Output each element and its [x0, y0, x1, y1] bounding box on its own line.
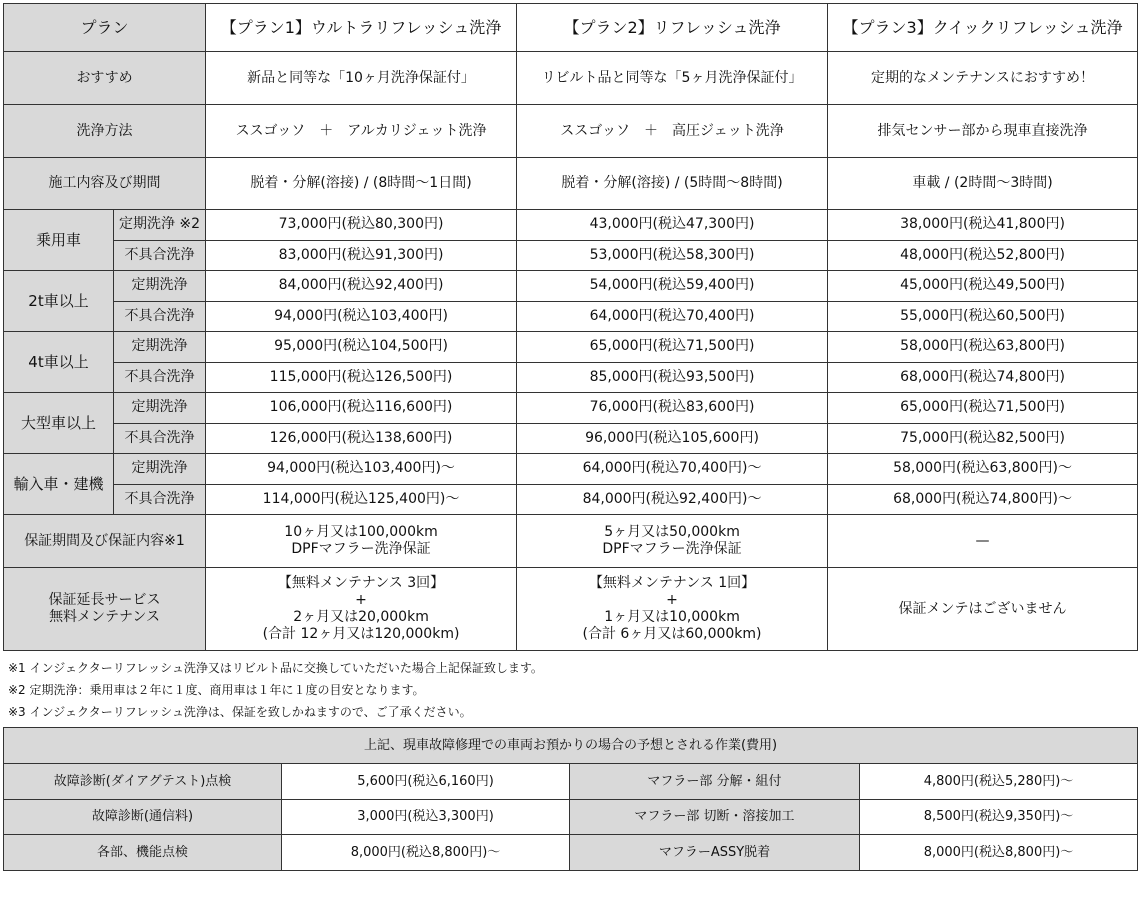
price-cell-plan-2: 76,000円(税込83,600円) — [517, 393, 828, 424]
wash-type-label: 定期洗浄 — [114, 393, 206, 424]
wash-type-label: 不具合洗浄 — [114, 240, 206, 271]
vehicle-class-label: 2t車以上 — [4, 271, 114, 332]
method-plan-2: ススゴッソ ＋ 高圧ジェット洗浄 — [517, 105, 828, 158]
footnote-1: ※1 インジェクターリフレッシュ洗浄又はリビルト品に交換していただいた場合上記保証致します。 — [8, 661, 543, 675]
recommend-label: おすすめ — [4, 52, 206, 105]
method-plan-1: ススゴッソ ＋ アルカリジェット洗浄 — [206, 105, 517, 158]
plan-price-table — [3, 3, 1138, 651]
extension-row — [4, 568, 1138, 651]
price-cell-plan-2: 96,000円(税込105,600円) — [517, 423, 828, 454]
footnotes — [8, 657, 543, 723]
price-cell-plan-1: 94,000円(税込103,400円)〜 — [206, 454, 517, 485]
price-cell-plan-3: 58,000円(税込63,800円) — [828, 332, 1138, 363]
wash-type-label: 定期洗浄 — [114, 454, 206, 485]
price-cell-plan-2: 53,000円(税込58,300円) — [517, 240, 828, 271]
price-row — [4, 423, 1138, 454]
price-cell-plan-1: 126,000円(税込138,600円) — [206, 423, 517, 454]
repair-cost-table — [3, 727, 1138, 871]
price-cell-plan-1: 114,000円(税込125,400円)〜 — [206, 484, 517, 515]
price-cell-plan-3: 68,000円(税込74,800円) — [828, 362, 1138, 393]
price-row — [4, 210, 1138, 241]
price-cell-plan-3: 55,000円(税込60,500円) — [828, 301, 1138, 332]
repair-cost-row — [4, 800, 1138, 835]
wash-type-label: 不具合洗浄 — [114, 301, 206, 332]
price-cell-plan-1: 106,000円(税込116,600円) — [206, 393, 517, 424]
price-cell-plan-3: 65,000円(税込71,500円) — [828, 393, 1138, 424]
price-cell-plan-2: 64,000円(税込70,400円) — [517, 301, 828, 332]
wash-type-label: 定期洗浄 — [114, 271, 206, 302]
price-cell-plan-1: 95,000円(税込104,500円) — [206, 332, 517, 363]
work-plan-1: 脱着・分解(溶接) / (8時間〜1日間) — [206, 158, 517, 210]
price-cell-plan-3: 68,000円(税込74,800円)〜 — [828, 484, 1138, 515]
price-cell-plan-3: 58,000円(税込63,800円)〜 — [828, 454, 1138, 485]
repair-price: 5,600円(税込6,160円) — [282, 764, 570, 800]
repair-item: マフラーASSY脱着 — [570, 835, 860, 871]
method-label: 洗浄方法 — [4, 105, 206, 158]
repair-price: 8,500円(税込9,350円)〜 — [860, 800, 1138, 835]
warranty-plan-2: 5ヶ月又は50,000km DPFマフラー洗浄保証 — [517, 515, 828, 568]
repair-item: 各部、機能点検 — [4, 835, 282, 871]
plan-header-label: プラン — [4, 4, 206, 52]
price-row — [4, 393, 1138, 424]
price-cell-plan-2: 84,000円(税込92,400円)〜 — [517, 484, 828, 515]
price-cell-plan-3: 48,000円(税込52,800円) — [828, 240, 1138, 271]
price-cell-plan-3: 75,000円(税込82,500円) — [828, 423, 1138, 454]
repair-item: 故障診断(通信料) — [4, 800, 282, 835]
repair-price: 8,000円(税込8,800円)〜 — [282, 835, 570, 871]
price-row — [4, 240, 1138, 271]
price-cell-plan-1: 94,000円(税込103,400円) — [206, 301, 517, 332]
price-cell-plan-2: 54,000円(税込59,400円) — [517, 271, 828, 302]
price-cell-plan-1: 83,000円(税込91,300円) — [206, 240, 517, 271]
warranty-label: 保証期間及び保証内容※1 — [4, 515, 206, 568]
repair-price: 8,000円(税込8,800円)〜 — [860, 835, 1138, 871]
price-row — [4, 362, 1138, 393]
vehicle-class-label: 乗用車 — [4, 210, 114, 271]
work-plan-2: 脱着・分解(溶接) / (5時間〜8時間) — [517, 158, 828, 210]
wash-type-label: 不具合洗浄 — [114, 423, 206, 454]
recommend-plan-3: 定期的なメンテナンスにおすすめ！ — [828, 52, 1138, 105]
footnote-2: ※2 定期洗浄：乗用車は２年に１度、商用車は１年に１度の目安となります。 — [8, 683, 425, 697]
price-cell-plan-1: 84,000円(税込92,400円) — [206, 271, 517, 302]
repair-item: マフラー部 分解・組付 — [570, 764, 860, 800]
vehicle-class-label: 輸入車・建機 — [4, 454, 114, 515]
extension-plan-3: 保証メンテはございません — [828, 568, 1138, 651]
recommend-plan-2: リビルト品と同等な「5ヶ月洗浄保証付」 — [517, 52, 828, 105]
wash-type-label: 不具合洗浄 — [114, 362, 206, 393]
work-row — [4, 158, 1138, 210]
extension-label: 保証延長サービス 無料メンテナンス — [4, 568, 206, 651]
recommend-plan-1: 新品と同等な「10ヶ月洗浄保証付」 — [206, 52, 517, 105]
repair-price: 4,800円(税込5,280円)〜 — [860, 764, 1138, 800]
price-cell-plan-2: 85,000円(税込93,500円) — [517, 362, 828, 393]
price-row — [4, 454, 1138, 485]
price-cell-plan-1: 115,000円(税込126,500円) — [206, 362, 517, 393]
warranty-plan-3: — — [828, 515, 1138, 568]
wash-type-label: 不具合洗浄 — [114, 484, 206, 515]
work-plan-3: 車載 / (2時間〜3時間) — [828, 158, 1138, 210]
warranty-row — [4, 515, 1138, 568]
plan-2-name: 【プラン2】リフレッシュ洗浄 — [517, 4, 828, 52]
method-row — [4, 105, 1138, 158]
price-cell-plan-1: 73,000円(税込80,300円) — [206, 210, 517, 241]
plan-3-name: 【プラン3】クイックリフレッシュ洗浄 — [828, 4, 1138, 52]
repair-cost-row — [4, 835, 1138, 871]
work-label: 施工内容及び期間 — [4, 158, 206, 210]
plan-1-name: 【プラン1】ウルトラリフレッシュ洗浄 — [206, 4, 517, 52]
price-cell-plan-2: 64,000円(税込70,400円)〜 — [517, 454, 828, 485]
price-cell-plan-3: 45,000円(税込49,500円) — [828, 271, 1138, 302]
vehicle-class-label: 4t車以上 — [4, 332, 114, 393]
recommend-row — [4, 52, 1138, 105]
price-row — [4, 271, 1138, 302]
price-cell-plan-3: 38,000円(税込41,800円) — [828, 210, 1138, 241]
repair-cost-title: 上記、現車故障修理での車両お預かりの場合の予想とされる作業(費用) — [4, 728, 1138, 764]
repair-cost-title-row — [4, 728, 1138, 764]
extension-plan-1: 【無料メンテナンス 3回】 + 2ヶ月又は20,000km (合計 12ヶ月又は120,000km) — [206, 568, 517, 651]
method-plan-3: 排気センサー部から現車直接洗浄 — [828, 105, 1138, 158]
footnote-3: ※3 インジェクターリフレッシュ洗浄は、保証を致しかねますので、ご了承ください。 — [8, 705, 472, 719]
warranty-plan-1: 10ヶ月又は100,000km DPFマフラー洗浄保証 — [206, 515, 517, 568]
vehicle-class-label: 大型車以上 — [4, 393, 114, 454]
repair-cost-row — [4, 764, 1138, 800]
repair-item: 故障診断(ダイアグテスト)点検 — [4, 764, 282, 800]
repair-item: マフラー部 切断・溶接加工 — [570, 800, 860, 835]
plan-header-row — [4, 4, 1138, 52]
wash-type-label: 定期洗浄 ※2 — [114, 210, 206, 241]
repair-price: 3,000円(税込3,300円) — [282, 800, 570, 835]
price-cell-plan-2: 43,000円(税込47,300円) — [517, 210, 828, 241]
wash-type-label: 定期洗浄 — [114, 332, 206, 363]
price-cell-plan-2: 65,000円(税込71,500円) — [517, 332, 828, 363]
plan-price-table-body — [4, 4, 1138, 651]
price-row — [4, 484, 1138, 515]
price-row — [4, 301, 1138, 332]
extension-plan-2: 【無料メンテナンス 1回】 + 1ヶ月又は10,000km (合計 6ヶ月又は60,000km) — [517, 568, 828, 651]
price-row — [4, 332, 1138, 363]
